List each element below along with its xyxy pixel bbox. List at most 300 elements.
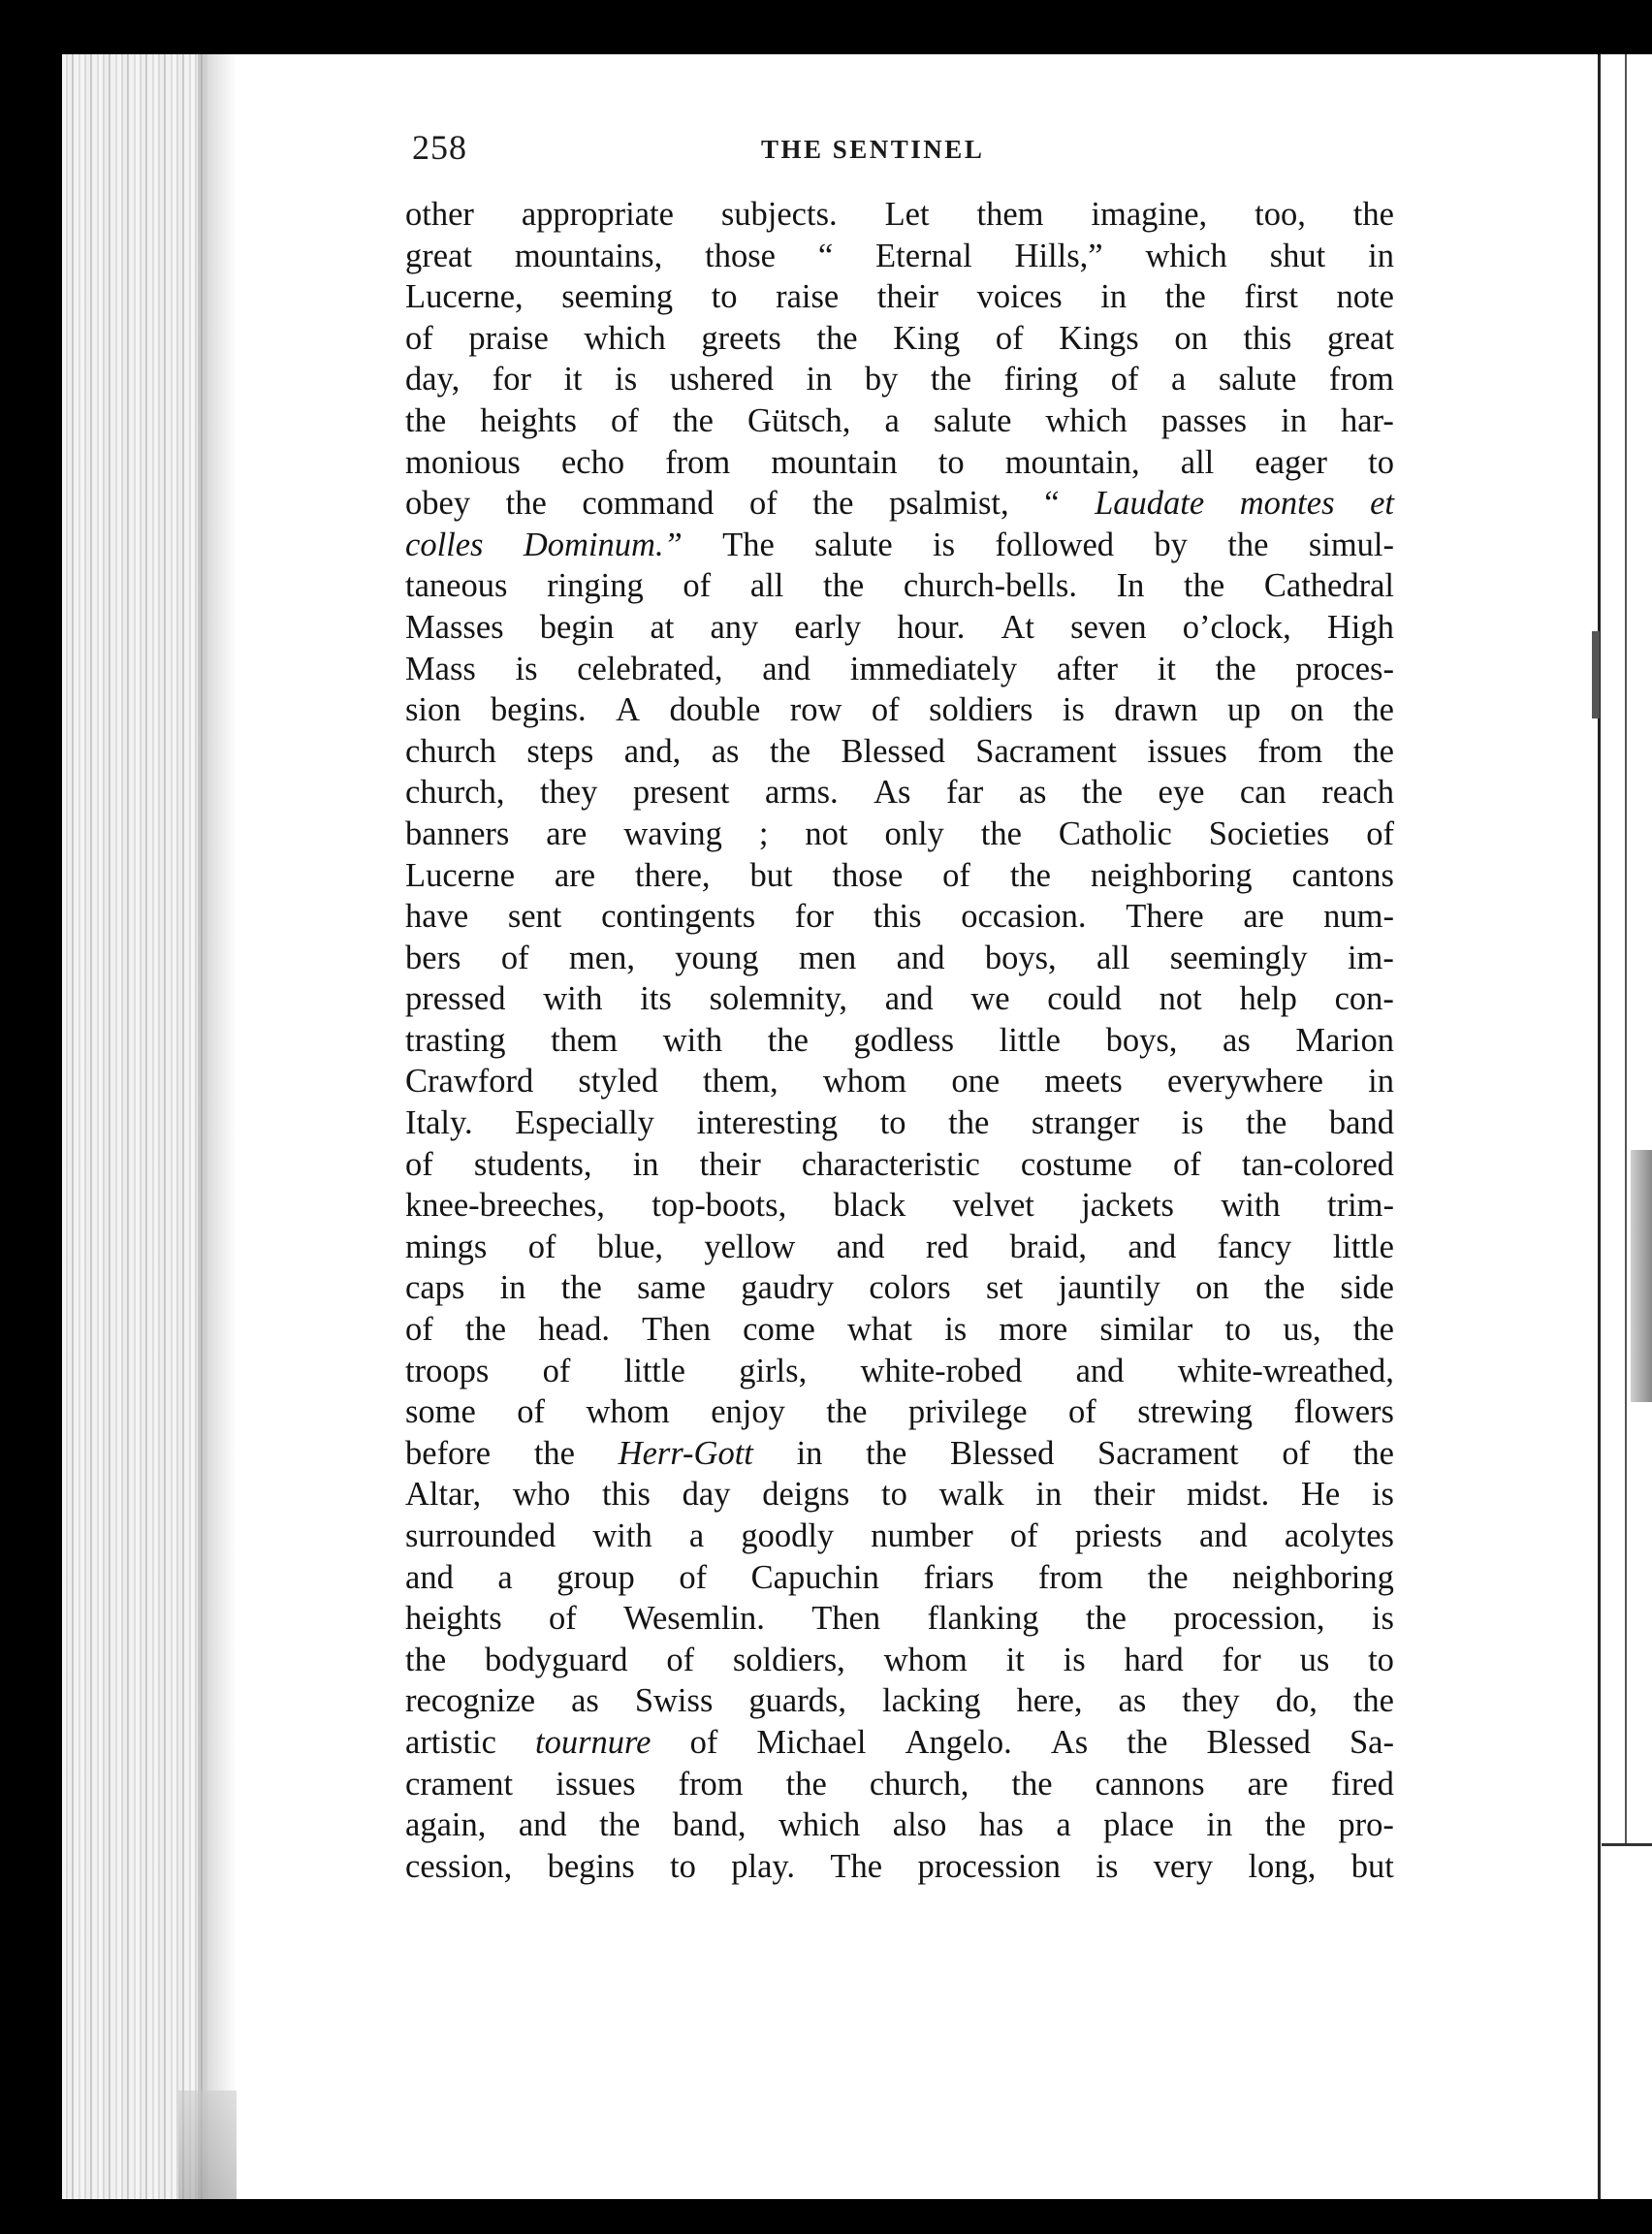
text-word: Swiss	[634, 1682, 714, 1720]
text-word: red	[925, 1228, 969, 1265]
text-word: the	[1227, 526, 1269, 563]
text-word: privilege	[907, 1393, 1028, 1431]
text-word: hard	[1124, 1641, 1184, 1678]
text-word: is	[1181, 1104, 1204, 1142]
running-title: THE SENTINEL	[761, 135, 985, 164]
text-word: not	[805, 814, 848, 852]
text-word: simul-	[1308, 526, 1394, 563]
text-word: do,	[1275, 1682, 1318, 1720]
text-word: there,	[634, 856, 711, 894]
text-word: High	[1326, 608, 1394, 646]
text-word: A	[616, 691, 641, 729]
text-word: ;	[758, 814, 769, 852]
text-word: jackets	[1081, 1187, 1174, 1225]
text-word: to	[1224, 1311, 1252, 1349]
text-word: neighboring	[1232, 1558, 1394, 1596]
text-word: of	[549, 1600, 577, 1638]
text-line	[405, 1516, 1394, 1557]
text-word: godless	[853, 1021, 955, 1059]
text-word: There	[1126, 898, 1204, 936]
text-word: to	[1368, 1641, 1394, 1678]
text-word: contingents	[601, 898, 756, 936]
text-line	[405, 772, 1394, 814]
text-word: of	[1366, 814, 1394, 852]
running-head	[412, 127, 1391, 185]
text-word: the	[1263, 1269, 1306, 1307]
text-word: whom	[822, 1063, 907, 1101]
book-page-edges	[62, 54, 207, 2199]
text-word: is	[515, 650, 538, 687]
text-word: Then	[642, 1311, 711, 1349]
text-word: them,	[703, 1063, 778, 1101]
text-word: artistic	[405, 1723, 496, 1761]
text-word: what	[846, 1311, 913, 1349]
text-word: boys,	[984, 939, 1057, 976]
text-word: have	[405, 898, 469, 936]
text-word: eye	[1158, 774, 1205, 812]
text-word: the	[405, 401, 447, 439]
text-word: men	[798, 939, 857, 976]
text-line	[405, 1227, 1394, 1268]
text-word: of	[405, 1311, 433, 1349]
text-word: the	[599, 1806, 641, 1844]
text-word: heights	[405, 1600, 502, 1638]
text-word: of	[405, 319, 433, 357]
text-word: King	[893, 319, 961, 357]
text-word: lacking	[881, 1682, 981, 1720]
text-word: which	[778, 1806, 861, 1844]
text-word: Eternal	[875, 237, 972, 274]
text-line	[405, 1722, 1394, 1764]
text-word: band	[1328, 1104, 1394, 1142]
text-word: friars	[923, 1558, 995, 1596]
text-word: the	[948, 1104, 990, 1142]
text-word: Blessed	[1206, 1723, 1311, 1761]
text-word: and	[1198, 1517, 1248, 1554]
text-word: bers	[405, 939, 461, 976]
text-word: which	[584, 319, 666, 357]
text-word: too,	[1255, 196, 1306, 233]
text-line	[405, 1309, 1394, 1351]
text-word: the	[1085, 1600, 1127, 1638]
facing-page-rule	[1598, 54, 1601, 2199]
text-word: to	[937, 443, 965, 481]
text-word: banners	[405, 814, 510, 852]
text-word: interesting	[696, 1104, 839, 1142]
text-word: bodyguard	[484, 1641, 628, 1678]
text-word: appropriate	[521, 196, 674, 233]
text-word: is	[1371, 1600, 1394, 1638]
text-word: double	[669, 691, 761, 729]
text-word: is	[1062, 691, 1085, 729]
text-word: day	[682, 1476, 731, 1514]
text-word: salute	[814, 526, 893, 563]
text-word: with	[662, 1021, 723, 1059]
text-word: stranger	[1031, 1104, 1139, 1142]
facing-page-illustration-edge	[1631, 1150, 1652, 1402]
text-word: and,	[623, 732, 682, 770]
text-word: of	[1067, 1393, 1096, 1431]
text-word: students,	[473, 1145, 592, 1183]
text-word: the	[1352, 691, 1394, 729]
text-word: is	[1096, 1847, 1119, 1885]
text-word: As	[1050, 1723, 1089, 1761]
text-word: voices	[976, 278, 1063, 316]
text-word: the	[767, 1021, 809, 1059]
text-word: ringing	[547, 567, 644, 605]
text-word: are	[554, 856, 596, 894]
text-word: Masses	[405, 608, 504, 646]
text-word: arms.	[764, 774, 839, 812]
text-word: mings	[405, 1228, 488, 1265]
text-word: goodly	[741, 1517, 835, 1554]
text-word: of	[871, 691, 900, 729]
text-word: the	[980, 814, 1022, 852]
text-word: Mass	[405, 650, 476, 687]
text-word: to	[1368, 443, 1394, 481]
text-word: Especially	[515, 1104, 654, 1142]
text-word: as	[1118, 1682, 1147, 1720]
text-word: all	[1096, 939, 1130, 976]
text-word: of	[683, 567, 712, 605]
text-word: mountain	[771, 443, 898, 481]
text-line	[405, 1185, 1394, 1227]
text-word: is	[944, 1311, 968, 1349]
text-line	[405, 525, 1394, 566]
text-word: a	[1170, 361, 1187, 399]
text-word: in	[796, 1434, 823, 1472]
text-word: Blessed	[841, 732, 945, 770]
text-word: up	[1226, 691, 1261, 729]
text-word: the	[1352, 1311, 1394, 1349]
text-word: echo	[560, 443, 625, 481]
text-word: the	[505, 485, 547, 523]
text-word: of	[405, 1145, 433, 1183]
text-word: ushered	[669, 361, 774, 399]
text-word: on	[1174, 319, 1208, 357]
text-word: o’clock,	[1182, 608, 1291, 646]
text-word: tournure	[534, 1723, 651, 1761]
text-word: of	[1110, 361, 1139, 399]
text-word: issues	[556, 1765, 636, 1803]
text-word: passes	[1160, 401, 1248, 439]
text-word: as	[1018, 774, 1047, 812]
text-word: of	[689, 1723, 718, 1761]
text-word: to	[879, 1104, 906, 1142]
text-word: procession	[917, 1847, 1061, 1885]
text-word: Angelo.	[905, 1723, 1012, 1761]
text-line	[405, 359, 1394, 400]
text-line	[405, 194, 1394, 236]
text-word: the	[1352, 1682, 1394, 1720]
text-word: all	[1180, 443, 1215, 481]
text-word: of	[500, 939, 529, 976]
text-line	[405, 689, 1394, 731]
text-word: in	[1100, 278, 1128, 316]
text-word: everywhere	[1167, 1063, 1323, 1101]
text-word: and	[896, 939, 945, 976]
text-word: the	[533, 1434, 575, 1472]
text-word: boys,	[1105, 1021, 1178, 1059]
text-word: a	[1056, 1806, 1071, 1844]
text-word: number	[871, 1517, 973, 1554]
text-word: them	[976, 196, 1044, 233]
text-word: on	[1289, 691, 1324, 729]
text-word: also	[892, 1806, 947, 1844]
text-word: are	[546, 814, 588, 852]
text-word: the	[1009, 856, 1051, 894]
text-word: by	[864, 361, 899, 399]
text-word: flanking	[927, 1600, 1039, 1638]
text-line	[405, 483, 1394, 525]
text-word: fired	[1330, 1765, 1394, 1803]
text-word: crament	[405, 1765, 514, 1803]
text-word: the	[1081, 774, 1124, 812]
text-word: occasion.	[961, 898, 1087, 936]
text-word: place	[1103, 1806, 1174, 1844]
text-line	[405, 1846, 1394, 1888]
text-word: of	[1282, 1434, 1311, 1472]
text-line	[405, 814, 1394, 855]
text-word: of	[995, 319, 1024, 357]
text-word: from	[1328, 361, 1394, 399]
text-word: braid,	[1009, 1228, 1087, 1265]
text-word: and	[836, 1228, 885, 1265]
text-word: begins	[547, 1847, 635, 1885]
text-word: black	[833, 1187, 906, 1225]
text-word: play.	[731, 1847, 796, 1885]
text-word: of	[517, 1393, 546, 1431]
text-word: Lucerne,	[405, 278, 524, 316]
text-word: at	[650, 608, 675, 646]
text-word: seemingly	[1169, 939, 1308, 976]
text-line	[405, 1433, 1394, 1475]
text-word: could	[1047, 980, 1122, 1018]
text-word: In	[1116, 567, 1145, 605]
facing-page-frame-rule	[1625, 54, 1627, 1843]
text-word: pro-	[1338, 1806, 1394, 1844]
text-word: the	[930, 361, 972, 399]
text-word: from	[665, 443, 731, 481]
text-word: praise	[468, 319, 549, 357]
text-word: tan-colored	[1241, 1145, 1394, 1183]
text-word: day,	[405, 361, 461, 399]
text-word: heights	[480, 401, 577, 439]
text-word: har-	[1341, 401, 1394, 439]
text-word: they	[539, 774, 598, 812]
text-word: begins.	[490, 691, 587, 729]
text-word: the	[1011, 1765, 1053, 1803]
text-word: top-boots,	[651, 1187, 787, 1225]
text-word: yellow	[704, 1228, 796, 1265]
text-word: is	[933, 526, 956, 563]
text-word: At	[1001, 608, 1034, 646]
text-word: white-wreathed,	[1177, 1352, 1394, 1389]
text-word: is	[1063, 1641, 1086, 1678]
text-word: trim-	[1327, 1187, 1394, 1225]
text-word: salute	[1218, 361, 1297, 399]
text-word: obey	[405, 485, 471, 523]
text-word: mountain,	[1004, 443, 1140, 481]
text-word: long,	[1248, 1847, 1317, 1885]
text-word: Herr-Gott	[618, 1434, 753, 1472]
text-word: great	[405, 237, 472, 274]
text-word: solemnity,	[709, 980, 848, 1018]
text-word: and	[518, 1806, 567, 1844]
text-word: of	[1172, 1145, 1201, 1183]
text-word: by	[1154, 526, 1188, 563]
text-word: seven	[1070, 608, 1147, 646]
text-word: “	[1044, 485, 1060, 523]
text-word: some	[405, 1393, 476, 1431]
text-line	[405, 649, 1394, 690]
body-text	[405, 194, 1394, 1939]
text-word: it	[1005, 1641, 1025, 1678]
text-word: help	[1239, 980, 1297, 1018]
text-word: in	[1035, 1476, 1063, 1514]
text-word: very	[1153, 1847, 1214, 1885]
text-word: troops	[405, 1352, 490, 1389]
text-word: their	[876, 278, 939, 316]
text-word: far	[945, 774, 984, 812]
text-word: with	[1221, 1187, 1281, 1225]
text-word: As	[874, 774, 911, 812]
text-word: those	[705, 237, 776, 274]
text-word: the	[1164, 278, 1206, 316]
text-word: in	[499, 1269, 526, 1307]
text-word: Dominum.”	[523, 526, 683, 563]
text-word: priests	[1074, 1517, 1162, 1554]
text-word: church,	[405, 774, 505, 812]
text-word: any	[710, 608, 759, 646]
text-word: and	[1075, 1352, 1125, 1389]
text-word: of	[527, 1228, 556, 1265]
text-word: present	[632, 774, 730, 812]
text-line	[405, 1267, 1394, 1309]
text-word: and	[884, 980, 934, 1018]
text-word: with	[592, 1517, 652, 1554]
text-word: styled	[578, 1063, 658, 1101]
text-word: costume	[1020, 1145, 1132, 1183]
text-word: the	[826, 1393, 868, 1431]
text-word: gaudry	[741, 1269, 835, 1307]
text-word: a	[884, 401, 900, 439]
text-word: seeming	[561, 278, 674, 316]
text-word: the	[1264, 1806, 1306, 1844]
text-word: Societies	[1208, 814, 1330, 852]
text-word: is	[615, 361, 638, 399]
text-word: Cathedral	[1263, 567, 1394, 605]
text-word: church,	[869, 1765, 969, 1803]
text-word: are	[1243, 898, 1285, 936]
book-edge-foot	[178, 2090, 237, 2199]
text-word: the	[560, 1269, 602, 1307]
scan-border-top	[0, 0, 1652, 54]
text-word: to	[711, 278, 738, 316]
text-word: again,	[405, 1806, 487, 1844]
text-word: enjoy	[711, 1393, 785, 1431]
page-number: 258	[412, 128, 467, 167]
text-word: for	[492, 361, 531, 399]
text-word: the	[672, 401, 714, 439]
text-word: trasting	[405, 1021, 506, 1059]
text-word: the	[1352, 196, 1394, 233]
text-line	[405, 1804, 1394, 1846]
text-word: imagine,	[1091, 196, 1208, 233]
text-word: the	[812, 485, 854, 523]
text-line	[405, 276, 1394, 318]
text-word: and	[405, 1558, 454, 1596]
text-word: other	[405, 196, 474, 233]
text-word: the	[1352, 732, 1394, 770]
text-line	[405, 1640, 1394, 1681]
text-word: recognize	[405, 1682, 536, 1720]
text-word: Hills,”	[1014, 237, 1103, 274]
text-word: little	[623, 1352, 685, 1389]
text-line	[405, 978, 1394, 1020]
text-word: come	[743, 1311, 815, 1349]
text-word: whom	[586, 1393, 670, 1431]
text-word: is	[1371, 1476, 1394, 1514]
facing-page-strip	[1563, 54, 1652, 2199]
text-word: note	[1336, 278, 1394, 316]
text-line	[405, 1764, 1394, 1805]
text-word: The	[830, 1847, 883, 1885]
text-line	[405, 1557, 1394, 1599]
gutter-shadow	[198, 54, 237, 2199]
text-word: before	[405, 1434, 492, 1472]
text-word: with	[543, 980, 603, 1018]
text-word: cession,	[405, 1847, 513, 1885]
text-line	[405, 236, 1394, 277]
text-line	[405, 896, 1394, 938]
text-word: Sacrament	[975, 732, 1117, 770]
text-word: which	[1045, 401, 1128, 439]
text-word: the	[1246, 1104, 1287, 1142]
text-word: them	[551, 1021, 619, 1059]
text-word: us	[1299, 1641, 1330, 1678]
text-word: colors	[869, 1269, 951, 1307]
text-word: little	[1332, 1228, 1394, 1265]
text-word: monious	[405, 443, 521, 481]
text-word: but	[1350, 1847, 1394, 1885]
text-word: the	[1215, 650, 1256, 687]
text-word: side	[1340, 1269, 1394, 1307]
text-word: has	[978, 1806, 1024, 1844]
facing-page-mark	[1592, 631, 1600, 718]
text-word: proces-	[1295, 650, 1394, 687]
text-line	[405, 1020, 1394, 1062]
text-word: sent	[507, 898, 562, 936]
text-word: pressed	[405, 980, 506, 1018]
text-word: as	[1223, 1021, 1251, 1059]
text-word: we	[970, 980, 1010, 1018]
text-word: girls,	[739, 1352, 808, 1389]
text-word: the	[866, 1434, 907, 1472]
text-word: steps	[526, 732, 594, 770]
text-word: of	[610, 401, 639, 439]
text-word: not	[1159, 980, 1202, 1018]
text-word: characteristic	[801, 1145, 980, 1183]
text-word: of	[666, 1641, 695, 1678]
text-word: acolytes	[1284, 1517, 1394, 1554]
text-word: the	[1352, 1434, 1394, 1472]
text-word: blue,	[596, 1228, 663, 1265]
text-word: flowers	[1293, 1393, 1394, 1431]
text-word: strewing	[1137, 1393, 1254, 1431]
text-word: young	[675, 939, 759, 976]
text-line	[405, 318, 1394, 360]
